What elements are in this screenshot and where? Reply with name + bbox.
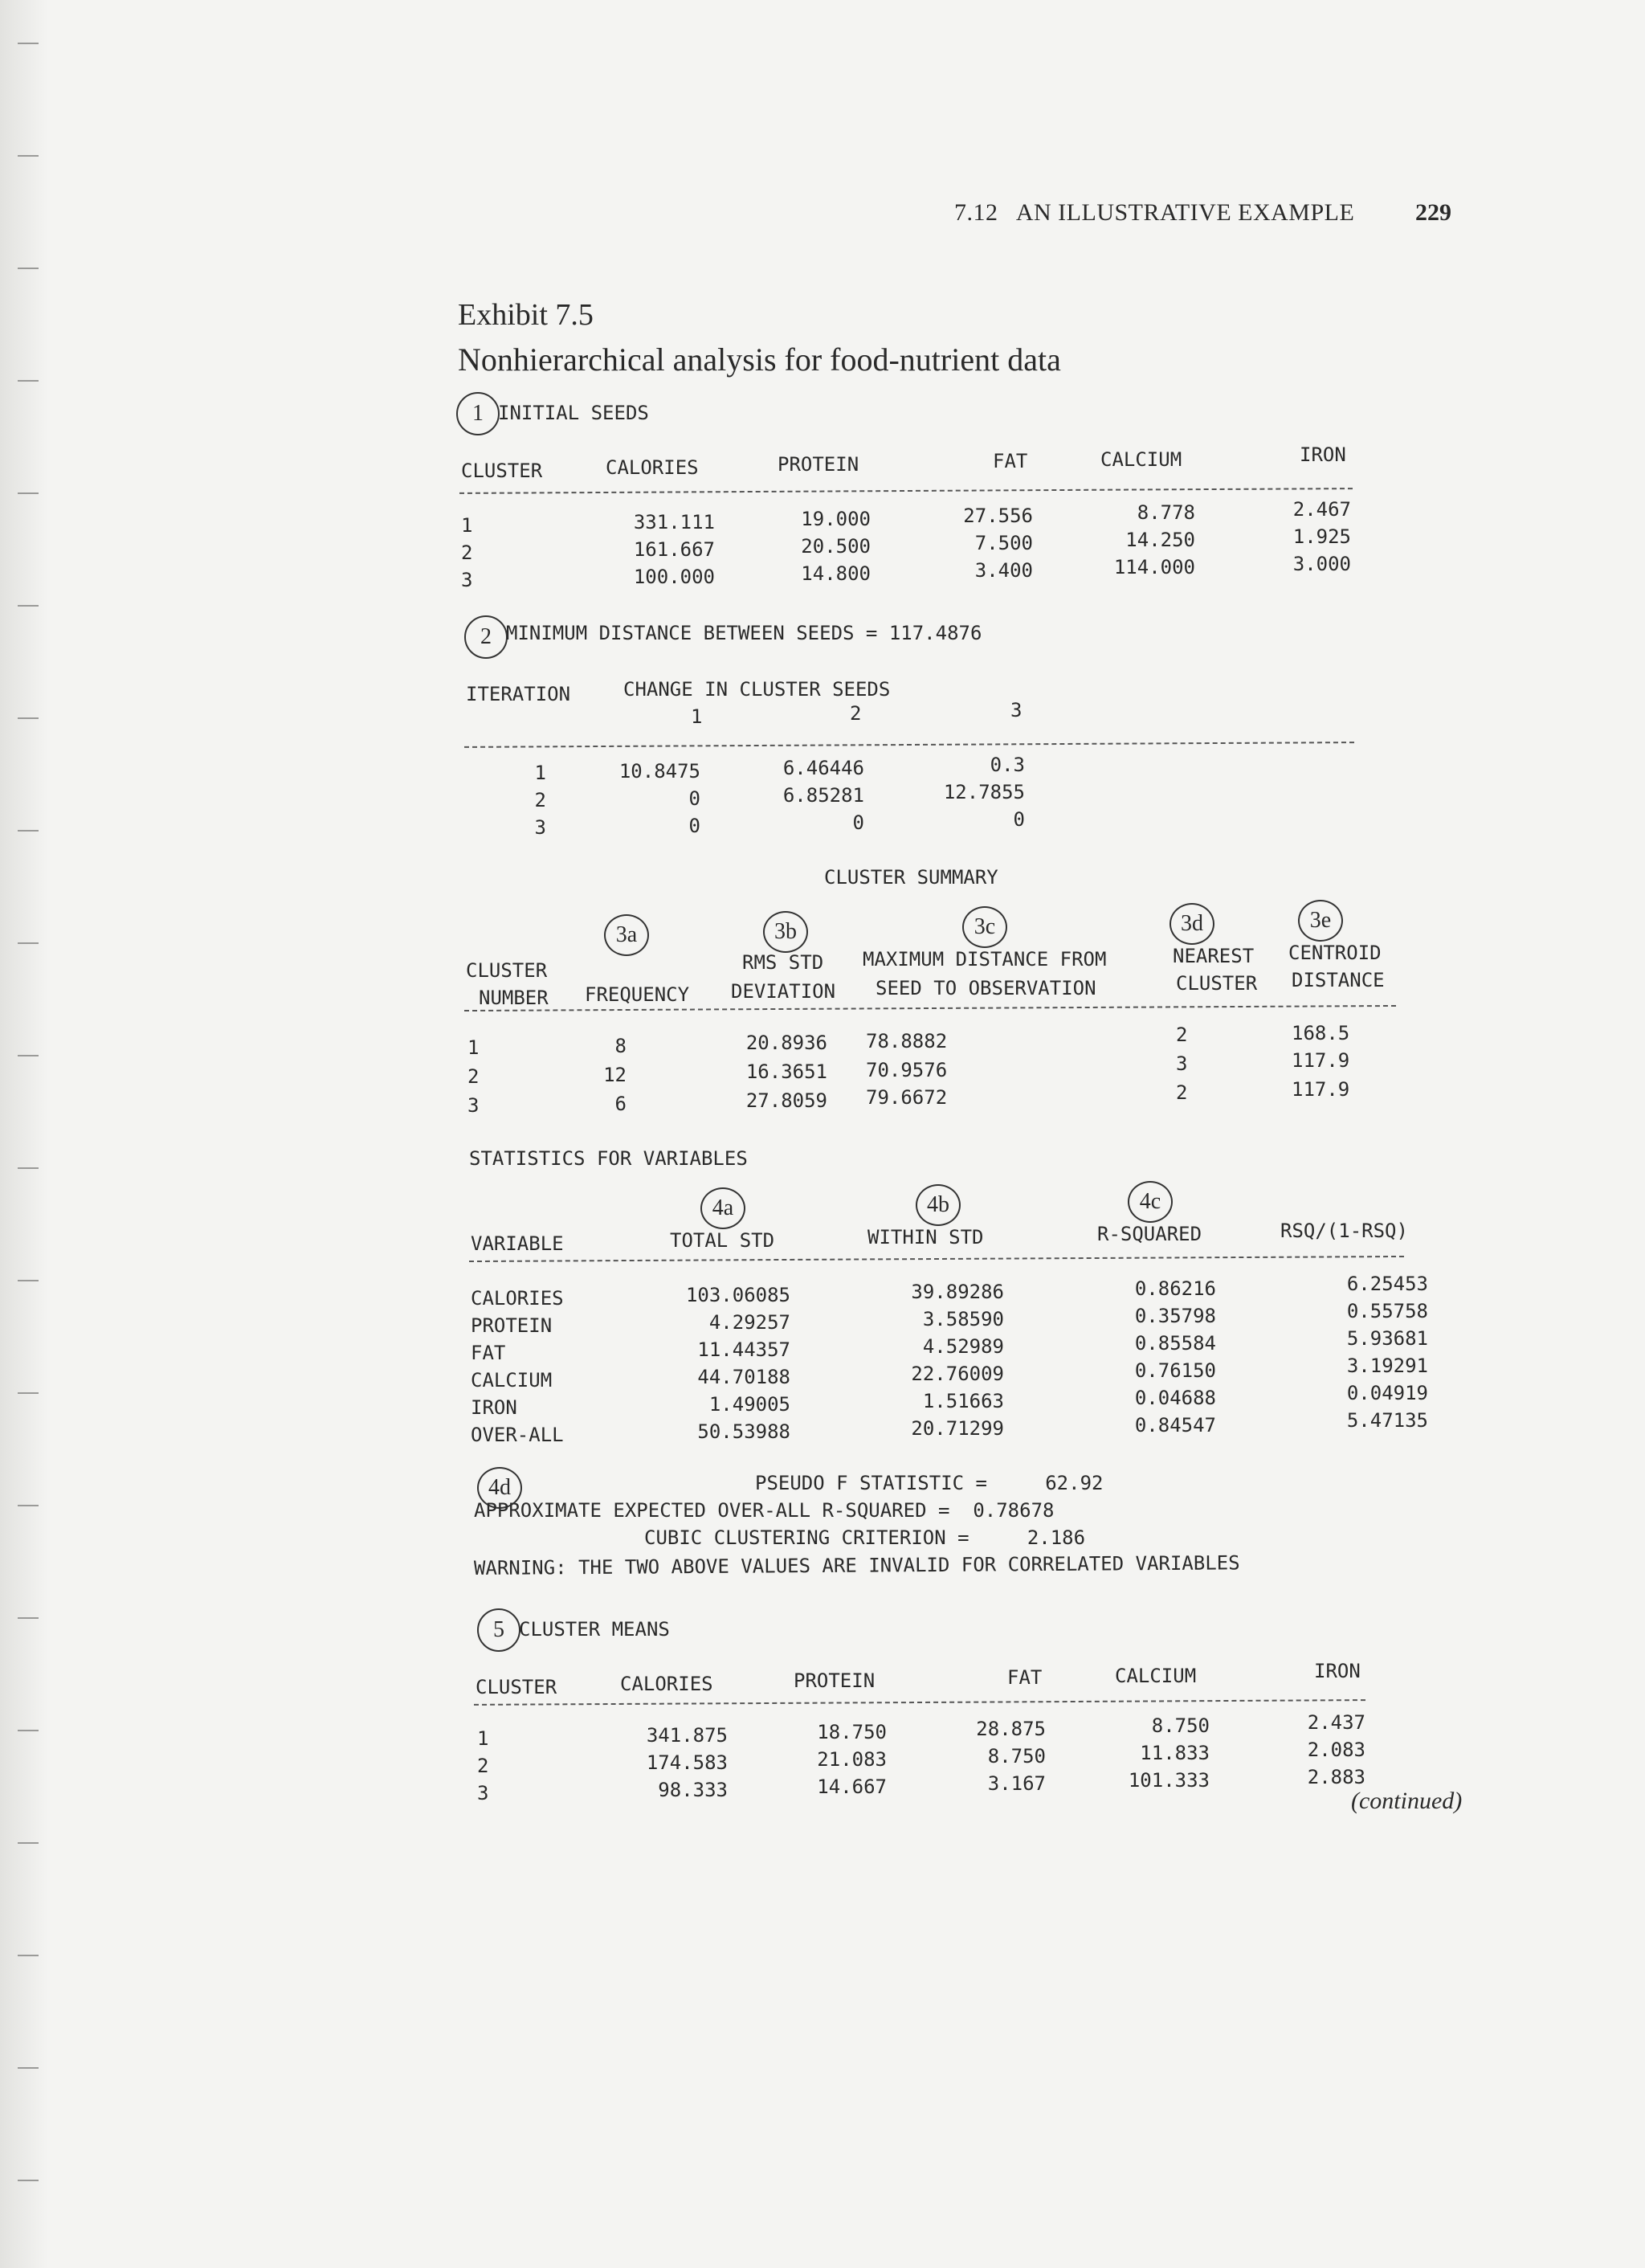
header-frequency: FREQUENCY [585, 983, 690, 1006]
binding-mark [18, 1727, 39, 1731]
col-header: IRON [1300, 443, 1346, 466]
iter-col-3: 3 [1010, 699, 1023, 721]
cell-max-dist: 70.9576 [866, 1059, 948, 1081]
cell-rsq-ratio: 6.25453 [1346, 1273, 1428, 1295]
binding-mark [18, 1502, 39, 1506]
cell-rsq-ratio: 5.93681 [1346, 1327, 1428, 1350]
table-rule [464, 742, 1354, 748]
cell-rsq-ratio: 5.47135 [1346, 1409, 1428, 1432]
binding-mark [18, 265, 39, 269]
binding-edge [0, 0, 48, 2268]
continued-note: (continued) [1351, 1788, 1463, 1814]
col-header: IRON [1314, 1660, 1361, 1682]
binding-mark [18, 715, 39, 719]
cell-calcium: 114.000 [1113, 556, 1195, 578]
binding-mark [18, 1390, 39, 1394]
cell-nearest: 2 [1176, 1081, 1188, 1104]
marker-3b: 3b [763, 911, 808, 953]
col-header: TOTAL STD [670, 1229, 775, 1252]
header-rms-1: RMS STD [742, 951, 824, 974]
marker-4b: 4b [916, 1184, 961, 1226]
cell-variable: OVER-ALL [471, 1424, 564, 1446]
table-rule [459, 488, 1353, 494]
cell-frequency: 12 [603, 1064, 627, 1086]
iteration-header: ITERATION [466, 683, 571, 705]
approx-r-squared: APPROXIMATE EXPECTED OVER-ALL R-SQUARED = 0.78678 [474, 1499, 1055, 1522]
cell-fat: 7.500 [974, 532, 1033, 554]
binding-mark [18, 1952, 39, 1956]
binding-mark [18, 1277, 39, 1281]
cell-iron: 2.437 [1307, 1711, 1365, 1734]
cell-calories: 341.875 [646, 1724, 728, 1747]
col-header: CLUSTER [461, 460, 543, 482]
cell-iron: 2.883 [1307, 1766, 1365, 1788]
cell-iteration: 1 [534, 762, 546, 784]
stats-title: STATISTICS FOR VARIABLES [469, 1147, 748, 1170]
cell-calcium: 11.833 [1140, 1742, 1210, 1764]
iter-col-1: 1 [691, 705, 703, 728]
pseudo-f-statistic: PSEUDO F STATISTIC = 62.92 [755, 1472, 1104, 1494]
cell-r-squared: 0.76150 [1134, 1359, 1216, 1382]
binding-mark [18, 153, 39, 157]
cell-calcium: 101.333 [1128, 1769, 1210, 1792]
cell-within-std: 20.71299 [911, 1417, 1004, 1440]
table-rule [469, 1256, 1404, 1262]
cell-centroid: 117.9 [1292, 1049, 1350, 1072]
cell-protein: 20.500 [801, 535, 871, 558]
table-rule [474, 1699, 1365, 1706]
marker-4d: 4d [477, 1467, 522, 1509]
min-distance-text: MINIMUM DISTANCE BETWEEN SEEDS = 117.4876 [506, 622, 982, 644]
marker-1: 1 [456, 392, 500, 435]
cell-r-squared: 0.84547 [1134, 1414, 1216, 1436]
col-header: PROTEIN [794, 1669, 876, 1692]
col-header: CALORIES [606, 456, 699, 479]
col-header: VARIABLE [471, 1232, 564, 1255]
cell-within-std: 4.52989 [922, 1335, 1004, 1358]
running-head: 7.12 AN ILLUSTRATIVE EXAMPLE [954, 199, 1355, 226]
cell-iteration: 3 [534, 816, 546, 839]
cell-frequency: 8 [614, 1035, 627, 1057]
binding-mark [18, 1052, 39, 1056]
cell-nearest: 2 [1176, 1024, 1188, 1046]
page-number: 229 [1415, 199, 1451, 226]
header-nearest-1: NEAREST [1173, 945, 1255, 967]
col-header: WITHIN STD [867, 1226, 984, 1248]
cell-calories: 98.333 [658, 1779, 728, 1801]
cell-nearest: 3 [1176, 1052, 1188, 1075]
col-header: CALCIUM [1115, 1665, 1197, 1687]
marker-5: 5 [477, 1608, 520, 1652]
header-centroid-1: CENTROID [1288, 942, 1382, 964]
cell-cluster: 1 [477, 1727, 489, 1750]
col-header: FAT [993, 450, 1028, 472]
cell-total-std: 1.49005 [708, 1393, 790, 1416]
cell-within-std: 39.89286 [911, 1281, 1004, 1303]
exhibit-label: Exhibit 7.5 [458, 298, 594, 332]
cell-r-squared: 0.35798 [1134, 1305, 1216, 1327]
cell-iron: 2.467 [1292, 498, 1351, 521]
cell-rms: 20.8936 [745, 1032, 827, 1054]
binding-mark [18, 1615, 39, 1619]
cell-total-std: 11.44357 [697, 1338, 790, 1361]
cell-calcium: 14.250 [1125, 529, 1195, 551]
binding-mark [18, 603, 39, 607]
binding-mark [18, 1165, 39, 1169]
binding-mark [18, 378, 39, 382]
cell-change-3: 0.3 [990, 754, 1025, 776]
warning-text: WARNING: THE TWO ABOVE VALUES ARE INVALID FOR CORRELATED VARIABLES [473, 1551, 1240, 1579]
cell-frequency: 6 [614, 1093, 627, 1115]
cell-total-std: 103.06085 [685, 1284, 790, 1306]
cell-cluster: 2 [467, 1065, 480, 1088]
cell-calories: 100.000 [633, 566, 715, 588]
cell-r-squared: 0.85584 [1134, 1332, 1216, 1355]
cell-iron: 3.000 [1292, 553, 1351, 575]
cell-variable: FAT [471, 1342, 506, 1364]
change-header: CHANGE IN CLUSTER SEEDS [623, 678, 891, 701]
cell-total-std: 4.29257 [708, 1311, 790, 1334]
cell-r-squared: 0.86216 [1134, 1277, 1216, 1300]
cell-protein: 14.667 [817, 1776, 887, 1798]
cell-rsq-ratio: 3.19291 [1346, 1355, 1428, 1377]
cell-cluster: 2 [461, 541, 473, 564]
iter-col-2: 2 [850, 702, 862, 725]
exhibit-title: Nonhierarchical analysis for food-nutrient data [458, 341, 1061, 378]
cell-protein: 21.083 [817, 1748, 887, 1771]
col-header: FAT [1007, 1666, 1043, 1689]
cell-change-3: 0 [1013, 808, 1025, 831]
cell-cluster: 2 [477, 1755, 489, 1777]
col-header: RSQ/(1-RSQ) [1280, 1220, 1408, 1242]
cell-variable: CALCIUM [471, 1369, 553, 1391]
cell-variable: CALORIES [471, 1287, 564, 1310]
header-centroid-2: DISTANCE [1292, 969, 1385, 991]
cell-max-dist: 78.8882 [866, 1030, 948, 1052]
cell-calories: 331.111 [633, 511, 715, 533]
cell-change-3: 12.7855 [943, 781, 1025, 803]
cell-change-2: 0 [852, 811, 864, 834]
marker-2: 2 [464, 615, 508, 659]
binding-mark [18, 490, 39, 494]
cell-calories: 161.667 [633, 538, 715, 561]
marker-4a: 4a [700, 1187, 745, 1229]
col-header: CLUSTER [476, 1676, 557, 1698]
cell-variable: IRON [471, 1396, 517, 1419]
marker-3c: 3c [962, 906, 1007, 948]
col-header: CALCIUM [1100, 448, 1182, 471]
cell-change-2: 6.85281 [782, 784, 864, 807]
cell-rms: 27.8059 [745, 1089, 827, 1112]
cluster-means-title: CLUSTER MEANS [519, 1618, 670, 1641]
cell-rsq-ratio: 0.04919 [1346, 1382, 1428, 1404]
binding-mark [18, 40, 39, 44]
cell-calcium: 8.778 [1137, 501, 1195, 524]
cell-protein: 18.750 [817, 1721, 887, 1743]
cell-total-std: 50.53988 [697, 1420, 790, 1443]
header-number: NUMBER [479, 987, 549, 1009]
marker-4c: 4c [1128, 1181, 1173, 1223]
header-nearest-2: CLUSTER [1176, 972, 1258, 995]
binding-mark [18, 940, 39, 944]
col-header: CALORIES [620, 1673, 713, 1695]
cell-rms: 16.3651 [745, 1060, 827, 1083]
cell-within-std: 1.51663 [922, 1390, 1004, 1412]
cell-protein: 19.000 [801, 508, 871, 530]
cell-variable: PROTEIN [471, 1314, 553, 1337]
binding-mark [18, 828, 39, 832]
cell-fat: 27.556 [963, 505, 1033, 527]
cell-rsq-ratio: 0.55758 [1346, 1300, 1428, 1322]
col-header: PROTEIN [778, 453, 859, 476]
initial-seeds-title: INITIAL SEEDS [498, 402, 649, 424]
cell-fat: 3.400 [974, 559, 1033, 582]
cell-protein: 14.800 [801, 562, 871, 585]
cell-cluster: 1 [461, 514, 473, 537]
marker-3e: 3e [1298, 900, 1343, 942]
header-cluster: CLUSTER [466, 959, 548, 982]
header-max-1: MAXIMUM DISTANCE FROM [863, 948, 1107, 971]
cell-cluster: 3 [467, 1094, 480, 1117]
cluster-summary-title: CLUSTER SUMMARY [824, 866, 998, 889]
cell-change-1: 10.8475 [618, 760, 700, 783]
cubic-clustering-criterion: CUBIC CLUSTERING CRITERION = 2.186 [644, 1526, 1086, 1549]
binding-mark [18, 2065, 39, 2069]
marker-3a: 3a [604, 914, 649, 956]
cell-iron: 1.925 [1292, 525, 1351, 548]
cell-calcium: 8.750 [1151, 1714, 1210, 1737]
cell-change-1: 0 [688, 787, 700, 810]
cell-calories: 174.583 [646, 1751, 728, 1774]
cell-centroid: 117.9 [1292, 1078, 1350, 1101]
cell-iteration: 2 [534, 789, 546, 811]
cell-max-dist: 79.6672 [866, 1086, 948, 1109]
cell-change-1: 0 [688, 815, 700, 837]
cell-total-std: 44.70188 [697, 1366, 790, 1388]
binding-mark [18, 1840, 39, 1844]
cell-fat: 8.750 [987, 1745, 1046, 1767]
cell-centroid: 168.5 [1292, 1022, 1350, 1044]
table-rule [464, 1005, 1396, 1011]
col-header: R-SQUARED [1097, 1223, 1202, 1245]
marker-3d: 3d [1169, 903, 1214, 945]
cell-change-2: 6.46446 [782, 757, 864, 779]
cell-r-squared: 0.04688 [1134, 1387, 1216, 1409]
cell-fat: 3.167 [987, 1772, 1046, 1795]
cell-fat: 28.875 [976, 1718, 1046, 1740]
cell-within-std: 3.58590 [922, 1308, 1004, 1330]
cell-iron: 2.083 [1307, 1739, 1365, 1761]
header-rms-2: DEVIATION [731, 980, 836, 1003]
cell-cluster: 3 [461, 569, 473, 591]
cell-cluster: 3 [477, 1782, 489, 1804]
cell-within-std: 22.76009 [911, 1363, 1004, 1385]
cell-cluster: 1 [467, 1036, 480, 1059]
header-max-2: SEED TO OBSERVATION [876, 977, 1096, 999]
binding-mark [18, 2177, 39, 2181]
